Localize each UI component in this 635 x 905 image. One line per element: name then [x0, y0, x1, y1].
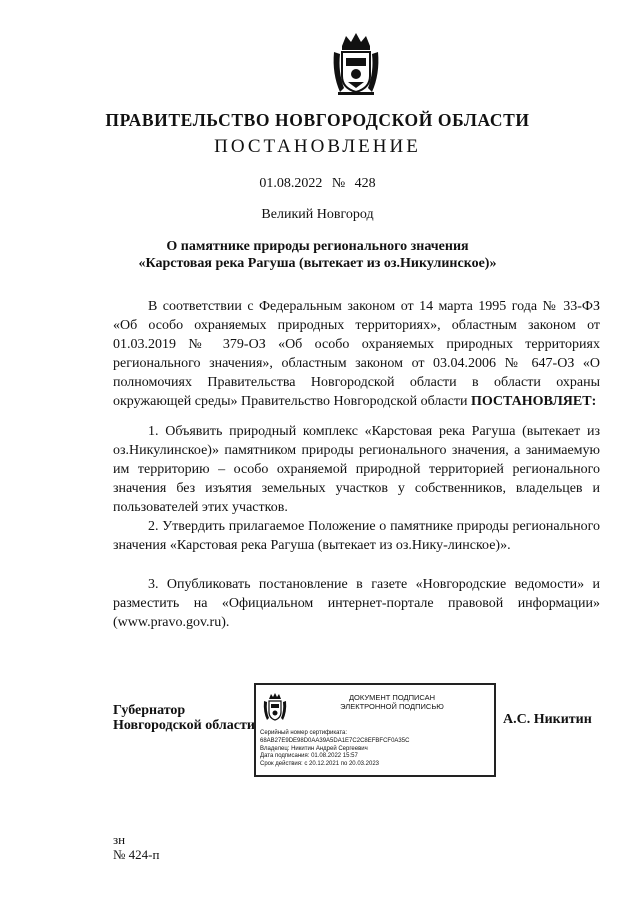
signatory-title-line-1: Губернатор: [113, 703, 186, 718]
stamp-heading: [292, 693, 492, 711]
footer-reference: [113, 832, 159, 862]
stamp-details: [260, 730, 409, 769]
date-number-line: [0, 176, 635, 192]
certificate-serial: 68AB27E9DE98D0AA39A5DA1E7C2C8EFBFCF0A35C: [260, 737, 410, 744]
electronic-signature-stamp: [254, 683, 496, 777]
signing-date: Дата подписания: 01.08.2022 15:57: [260, 753, 358, 760]
draft-number: № 424-п: [113, 847, 160, 862]
number-sign: №: [331, 176, 346, 191]
document-subject: [0, 238, 635, 272]
certificate-validity: Срок действия: с 20.12.2021 по 20.03.2023: [260, 761, 380, 768]
document-date: 01.08.2022: [259, 176, 323, 191]
subject-line-2: «Карстовая река Рагуша (вытекает из оз.Никулинское)»: [138, 256, 497, 271]
city: Великий Новгород: [261, 207, 374, 222]
preamble-text: В соответствии с Федеральным законом от 14 марта 1995 года № 33-ФЗ «Об особо охраняемых природных территориях», областным законом от 01.03.2019 № 379-ОЗ «Об особо охраняемых природных территориях регионального значения», областным законом от 03.04.2006 № 647-ОЗ «О полномочиях Правительства Новгородской области в области охраны окружающей среды» Правительство Новгородской области: [113, 299, 600, 409]
paragraph-item-1: [113, 422, 600, 517]
stamp-emblem-icon: [262, 692, 288, 722]
coat-of-arms-emblem: [330, 30, 382, 96]
item-3-text: 3. Опубликовать постановление в газете «Новгородские ведомости» и разместить на «Официальном интернет-портале правовой информации» (www.pravo.gov.ru).: [113, 577, 600, 630]
stamp-heading-line-1: ДОКУМЕНТ ПОДПИСАН: [348, 693, 436, 702]
signatory-title: [113, 703, 255, 733]
certificate-owner: Владелец: Никитин Андрей Сергеевич: [260, 745, 368, 752]
signatory-title-line-2: Новгородской области: [113, 718, 255, 733]
certificate-label: Серийный номер сертификата:: [260, 730, 348, 736]
paragraph-preamble: [113, 297, 600, 411]
government-name: ПРАВИТЕЛЬСТВО НОВГОРОДСКОЙ ОБЛАСТИ: [105, 110, 530, 130]
executor-initials: зн: [113, 832, 126, 847]
document-type: ПОСТАНОВЛЕНИЕ: [214, 136, 421, 157]
resolves-keyword: ПОСТАНОВЛЯЕТ:: [470, 394, 597, 409]
stamp-heading-line-2: ЭЛЕКТРОННОЙ ПОДПИСЬЮ: [340, 702, 444, 711]
document-number: 428: [354, 176, 376, 191]
paragraph-item-2: [113, 517, 600, 555]
item-2-text: 2. Утвердить прилагаемое Положение о памятнике природы регионального значения «Карстовая река Рагуша (вытекает из оз.Нику-линское)».: [113, 519, 600, 553]
signatory-name: А.С. Никитин: [503, 712, 592, 727]
subject-line-1: О памятнике природы регионального значения: [166, 239, 469, 254]
paragraph-item-3: [113, 575, 600, 632]
item-1-text: 1. Объявить природный комплекс «Карстовая река Рагуша (вытекает из оз.Никулинское)» памятником природы регионального значения, а занимаемую им территорию – особо охраняемой природной территорией регионального значения без изъятия земельных участков у собственников, владельцев и пользователей этих участков.: [113, 424, 600, 515]
